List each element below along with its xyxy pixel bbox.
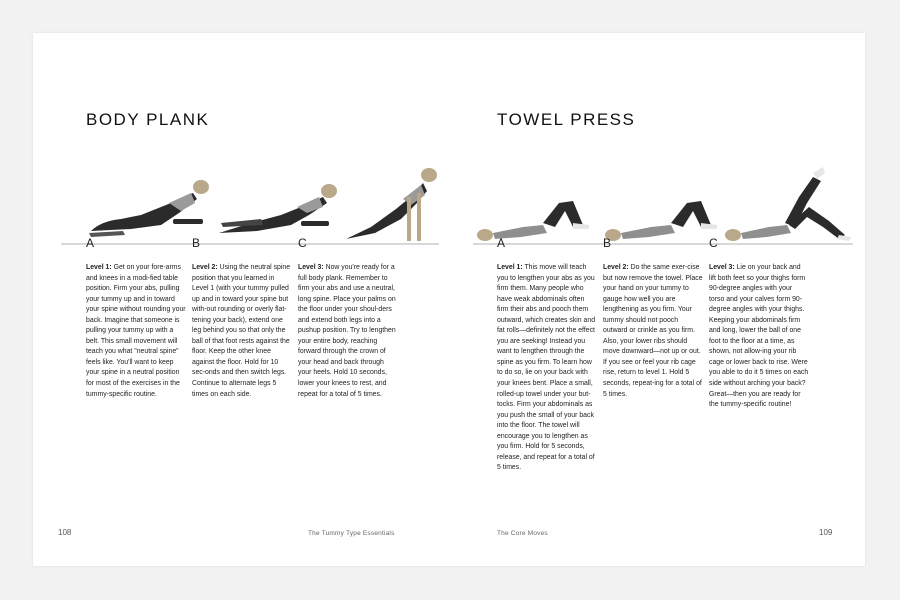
left-page [33, 33, 449, 566]
step-a [86, 236, 186, 400]
step-body: This move will teach you to lengthen your abs as you firm them. Many people who have weak abdominals often firm their abs and pooch them outward, which creates skin and fat rolls—definitely not the effect you are seeking! Instead you want to lengthen through the spine as you firm. To learn how to do so, lie on your back with your knees bent. Place a small, rolled-up towel under your but-tocks. Firm your abdominals as you push the small of your back into the floor. The towel will encourage you to lengthen as you firm. Hold for 5 seconds, release, and repeat for a total of 5 times. [497, 264, 596, 472]
page-number: 109 [819, 528, 833, 537]
step-b [603, 236, 703, 400]
step-body: Using the neutral spine position that you learned in Level 1 (with your tummy pulled up and in toward your spine but with-out rounding or overly flat-tening your back), extend one leg behind you so that only the ball of that foot rests against the floor. Keep the other knee against the floor. Hold for 10 sec-onds and then switch legs. Continue to alternate legs 5 times on each side. [192, 264, 291, 398]
step-letter: C [709, 236, 718, 250]
right-page [449, 33, 865, 566]
level-label: Level 2: [192, 264, 218, 271]
step-letter: C [298, 236, 307, 250]
step-text [603, 263, 703, 400]
step-body: Lie on your back and lift both feet so your thighs form 90-degree angles with your torso and your calves form 90-degree angles with your thighs. Keeping your abdominals firm and long, lower the ball of one foot to the floor at a time, as shown, not allow-ing your rib cage or lower back to rise. Were you able to do it 5 times on each side without arching your back? Great—then you are ready for the tummy-specific routine! [709, 264, 809, 409]
book-spread [33, 33, 865, 566]
step-body: Now you're ready for a full body plank. Remember to firm your abs and use a neutral, long spine. Place your palms on the floor under your shoul-ders and extend both legs into a pushup position. Try to lengthen your entire body, reaching forward through the crown of your head and back through your heels. Hold 10 seconds, lower your knees to rest, and repeat for a total of 5 times. [298, 264, 396, 398]
step-text [192, 263, 292, 400]
level-label: Level 3: [298, 264, 324, 271]
step-c [298, 236, 398, 400]
step-text [298, 263, 398, 400]
running-footer: The Core Moves [497, 530, 548, 537]
step-text [709, 263, 809, 411]
level-label: Level 3: [709, 264, 735, 271]
page-number: 108 [58, 528, 72, 537]
step-letter: B [192, 236, 201, 250]
running-footer: The Tummy Type Essentials [308, 530, 395, 537]
page-title-body-plank: BODY PLANK [86, 110, 210, 130]
step-text [497, 263, 597, 474]
step-a [497, 236, 597, 474]
step-text [86, 263, 186, 400]
level-label: Level 2: [603, 264, 629, 271]
step-body: Do the same exer-cise but now remove the towel. Place your hand on your tummy to gauge how well you are lengthening as you firm. Your tummy should not pooch outward or crinkle as you firm. Also, your lower ribs should move downward—not up or out. If you see or feel your rib cage rise, return to level 1. Hold 5 seconds, repeat-ing for a total of 5 times. [603, 264, 703, 398]
step-body: Get on your fore-arms and knees in a modi-fied table position. Firm your abs, pulling your tummy up and in toward your spine without rounding your back. Imagine that someone is pulling your tummy up with a belt. This small movement will teach you what "neutral spine" feels like. You'll want to keep your spine in a neutral position for most of the exercises in the tummy-specific routine. [86, 264, 186, 398]
step-b [192, 236, 292, 400]
level-label: Level 1: [497, 264, 523, 271]
step-letter: A [497, 236, 506, 250]
step-letter: A [86, 236, 95, 250]
step-letter: B [603, 236, 612, 250]
level-label: Level 1: [86, 264, 112, 271]
page-title-towel-press: TOWEL PRESS [497, 110, 636, 130]
step-c [709, 236, 809, 411]
